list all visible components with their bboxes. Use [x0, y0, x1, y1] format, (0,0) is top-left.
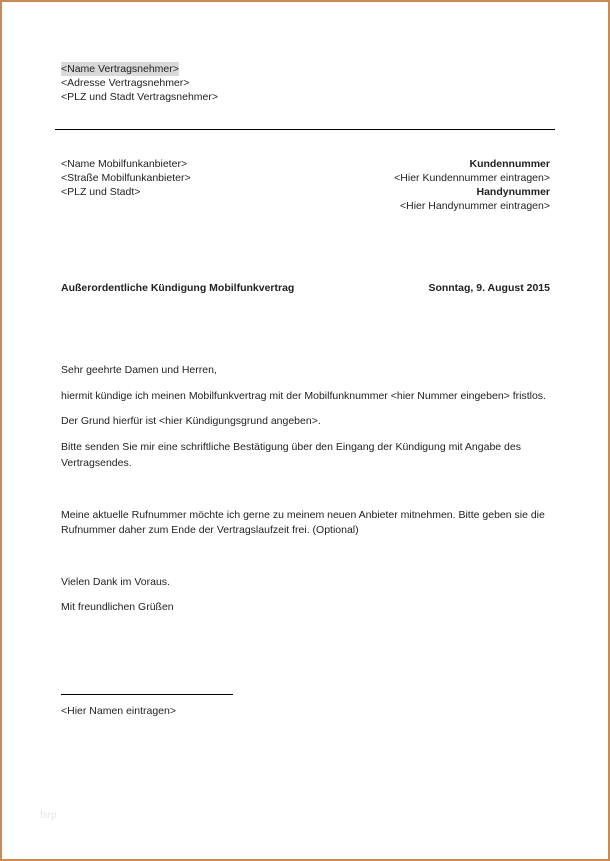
- body-paragraph-3-line-1: Bitte senden Sie mir eine schriftliche Bestätigung über den Eingang der Kündigung mit Angabe des: [61, 441, 521, 453]
- body-paragraph-3-line-2: Vertragsendes.: [61, 457, 132, 469]
- body-paragraph-1: hiermit kündige ich meinen Mobilfunkvertrag mit der Mobilfunknummer <hier Nummer eingeben> fristlos.: [61, 390, 546, 402]
- closing-line: Mit freundlichen Grüßen: [61, 601, 174, 613]
- phone-label: Handynummer: [476, 186, 550, 198]
- body-paragraph-4-line-2: Rufnummer daher zum Ende der Vertragslaufzeit frei. (Optional): [61, 524, 359, 536]
- body-paragraph-2: Der Grund hierfür ist <hier Kündigungsgrund angeben>.: [61, 415, 321, 427]
- phone-value: <Hier Handynummer eintragen>: [400, 200, 550, 212]
- subject-line: Außerordentliche Kündigung Mobilfunkvertrag: [61, 282, 295, 294]
- signature-name: <Hier Namen eintragen>: [61, 705, 176, 717]
- sender-address: <Adresse Vertragsnehmer>: [61, 77, 190, 89]
- header-divider: [55, 129, 555, 130]
- customer-number-label: Kundennummer: [469, 158, 550, 170]
- customer-number-value: <Hier Kundennummer eintragen>: [394, 172, 550, 184]
- salutation: Sehr geehrte Damen und Herren,: [61, 364, 217, 376]
- sender-name: <Name Vertragsnehmer>: [61, 63, 179, 75]
- body-paragraph-4-line-1: Meine aktuelle Rufnummer möchte ich gerne zu meinem neuen Anbieter mitnehmen. Bitte geben sie die: [61, 509, 545, 521]
- sender-city: <PLZ und Stadt Vertragsnehmer>: [61, 91, 219, 103]
- recipient-street: <Straße Mobilfunkanbieter>: [61, 172, 191, 184]
- watermark-text: fsrp: [40, 810, 57, 821]
- letter-date: Sonntag, 9. August 2015: [428, 282, 550, 294]
- signature-line: [61, 694, 233, 695]
- thanks-line: Vielen Dank im Voraus.: [61, 576, 170, 588]
- recipient-city: <PLZ und Stadt>: [61, 186, 141, 198]
- recipient-name: <Name Mobilfunkanbieter>: [61, 158, 188, 170]
